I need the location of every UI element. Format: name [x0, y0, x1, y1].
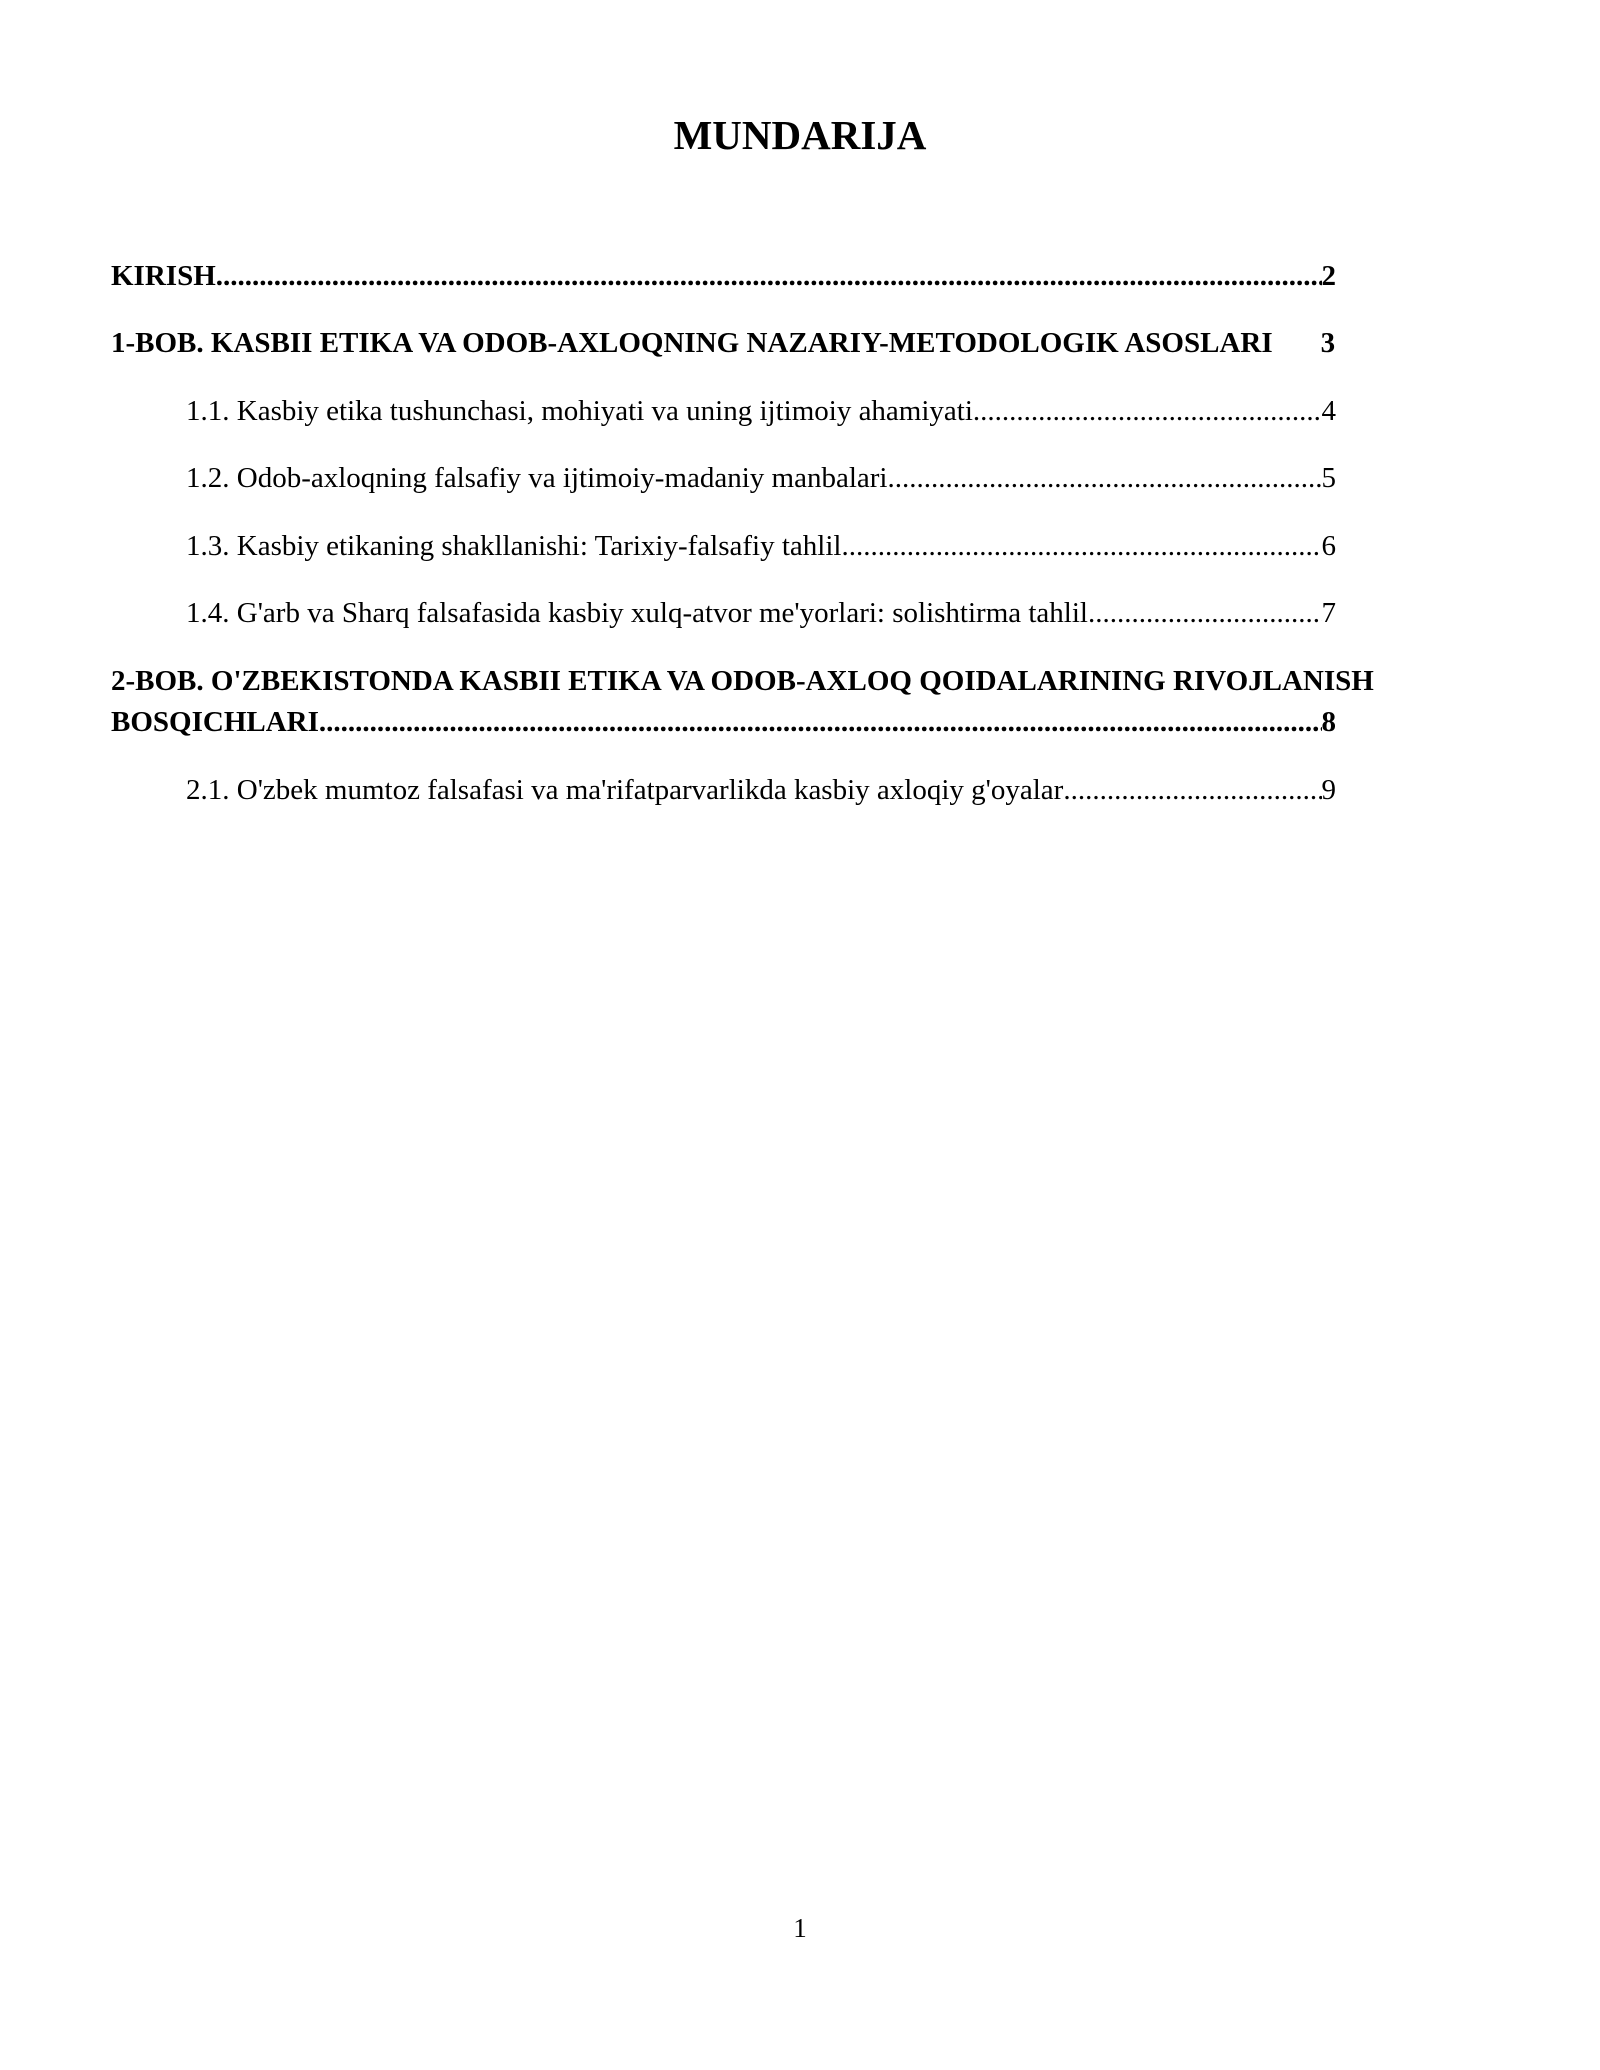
toc-entry-title: 1.4. G'arb va Sharq falsafasida kasbiy xulq-atvor me'yorlari: solishtirma tahlil — [186, 597, 1088, 629]
toc-entry-title: 1-BOB. KASBII ETIKA VA ODOB-AXLOQNING NAZARIY-METODOLOGIK ASOSLARI — [111, 327, 1273, 359]
toc-entry-page: 5 — [1321, 462, 1336, 494]
toc-entry-title: 1.2. Odob-axloqning falsafiy va ijtimoiy-madaniy manbalari — [186, 462, 888, 494]
toc-entry-page: 6 — [1321, 530, 1336, 562]
toc-entry-page: 4 — [1321, 395, 1336, 427]
toc-entry-page: 2 — [1321, 260, 1336, 292]
toc-entry-section-1-2[interactable] — [186, 456, 1336, 500]
toc-entry-title: 2.1. O'zbek mumtoz falsafasi va ma'rifatparvarlikda kasbiy axloqiy g'oyalar — [186, 774, 1064, 806]
toc-leader-dots — [973, 389, 1322, 433]
toc-entry-chapter-2-line-2[interactable] — [111, 700, 1336, 744]
toc-entry-title: BOSQICHLARI — [111, 706, 319, 738]
toc-entry-section-1-1[interactable] — [186, 389, 1336, 433]
page-title: MUNDARIJA — [673, 112, 927, 158]
toc-entry-title: 1.3. Kasbiy etikaning shakllanishi: Tarixiy-falsafiy tahlil — [186, 530, 842, 562]
toc-entry-kirish[interactable] — [111, 254, 1336, 298]
toc-entry-title: KIRISH — [111, 260, 216, 292]
toc-entry-page: 8 — [1321, 706, 1336, 738]
toc-entry-page: 7 — [1321, 597, 1336, 629]
toc-entry-page: 3 — [1320, 327, 1336, 359]
toc-leader-dots — [216, 254, 1322, 298]
toc-entry-chapter-2-line-1[interactable]: 2-BOB. O'ZBEKISTONDA KASBII ETIKA VA ODOB-AXLOQ QOIDALARINING RIVOJLANISH — [111, 665, 1374, 697]
toc-leader-dots — [319, 700, 1322, 744]
toc-entry-section-2-1[interactable] — [186, 768, 1336, 812]
toc-entry-section-1-4[interactable] — [186, 591, 1336, 635]
toc-leader-dots — [841, 524, 1321, 568]
toc-entry-section-1-3[interactable] — [186, 524, 1336, 568]
toc-leader-dots — [1063, 768, 1321, 812]
toc-leader-dots — [887, 456, 1321, 500]
toc-entry-title: 1.1. Kasbiy etika tushunchasi, mohiyati va uning ijtimoiy ahamiyati — [186, 395, 973, 427]
toc-entry-chapter-1[interactable] — [111, 321, 1461, 365]
page-number: 1 — [793, 1913, 807, 1943]
toc-entry-page: 9 — [1321, 774, 1336, 806]
toc-leader-dots — [1088, 591, 1322, 635]
